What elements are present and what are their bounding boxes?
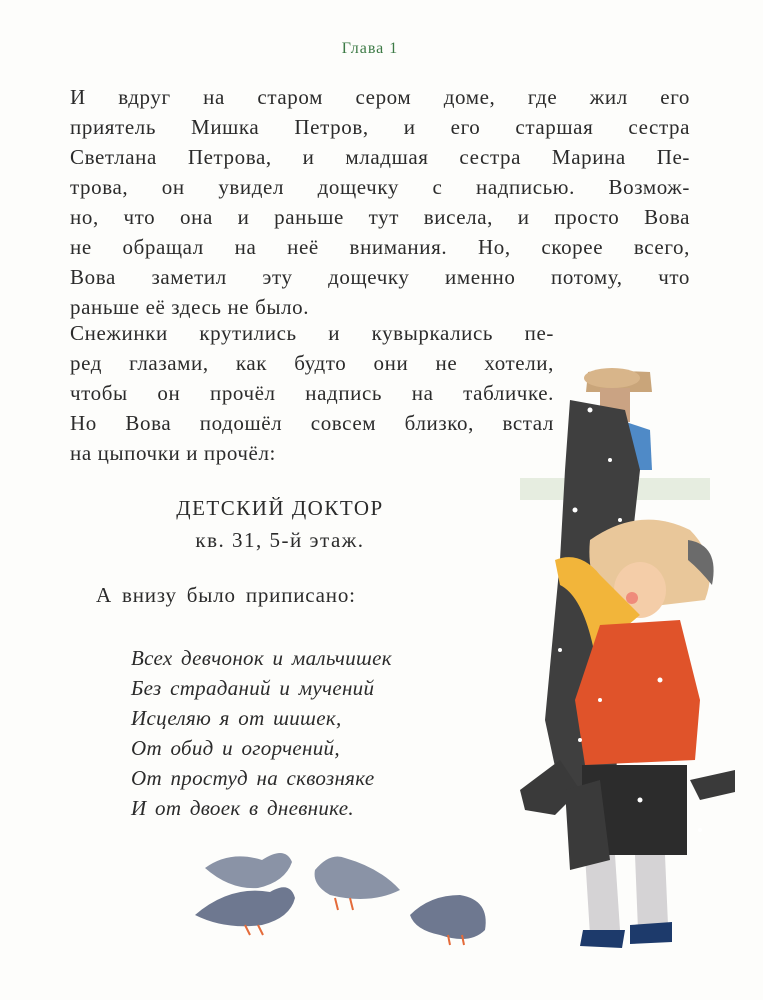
- poem-line: Всех девчонок и мальчишек: [131, 646, 392, 670]
- pigeon-icon: [410, 895, 486, 939]
- below-text: А внизу было приписано:: [96, 583, 356, 607]
- chapter-heading: Глава 1: [341, 40, 399, 57]
- text-line: приятель Мишка Петров, и его старшая сестра: [70, 115, 690, 139]
- sign-address: кв. 31, 5-й этаж.: [195, 528, 365, 552]
- text-line: на цыпочки и прочёл:: [70, 441, 276, 465]
- child-boot: [585, 855, 620, 935]
- poem-line: Без страданий и мучений: [131, 676, 375, 700]
- text-line: Но Вова подошёл совсем близко, встал: [70, 411, 554, 435]
- text-line: И вдруг на старом сером доме, где жил его: [70, 85, 690, 109]
- text-line: чтобы он прочёл надпись на табличке.: [70, 381, 554, 405]
- poem-line: От простуд на сквозняке: [131, 766, 375, 790]
- pigeon-icon: [205, 853, 292, 888]
- child-shoe: [630, 922, 672, 944]
- text-line: Светлана Петрова, и младшая сестра Марина Пе-: [70, 145, 690, 169]
- child-shoe: [580, 930, 625, 948]
- text-line: ред глазами, как будто они не хотели,: [70, 351, 554, 375]
- poem-line: И от двоек в дневнике.: [131, 796, 354, 820]
- poem-line: От обид и огорчений,: [131, 736, 340, 760]
- text-line: трова, он увидел дощечку с надписью. Возмож-: [70, 175, 690, 199]
- man-shoe: [690, 770, 735, 800]
- text-line: не обращал на неё внимания. Но, скорее всего,: [70, 235, 690, 259]
- text-line: Вова заметил эту дощечку именно потому, что: [70, 265, 690, 289]
- text-line: Снежинки крутились и кувыркались пе-: [70, 321, 554, 345]
- pigeons: [195, 853, 486, 945]
- text-line: но, что она и раньше тут висела, и просто Вова: [70, 205, 690, 229]
- sign-title: ДЕТСКИЙ ДОКТОР: [176, 496, 384, 520]
- text-line: раньше её здесь не было.: [70, 295, 310, 319]
- child-boot: [635, 855, 668, 930]
- pigeon-icon: [195, 887, 295, 926]
- pigeon-icon: [315, 857, 400, 900]
- poem-line: Исцеляю я от шишек,: [131, 706, 342, 730]
